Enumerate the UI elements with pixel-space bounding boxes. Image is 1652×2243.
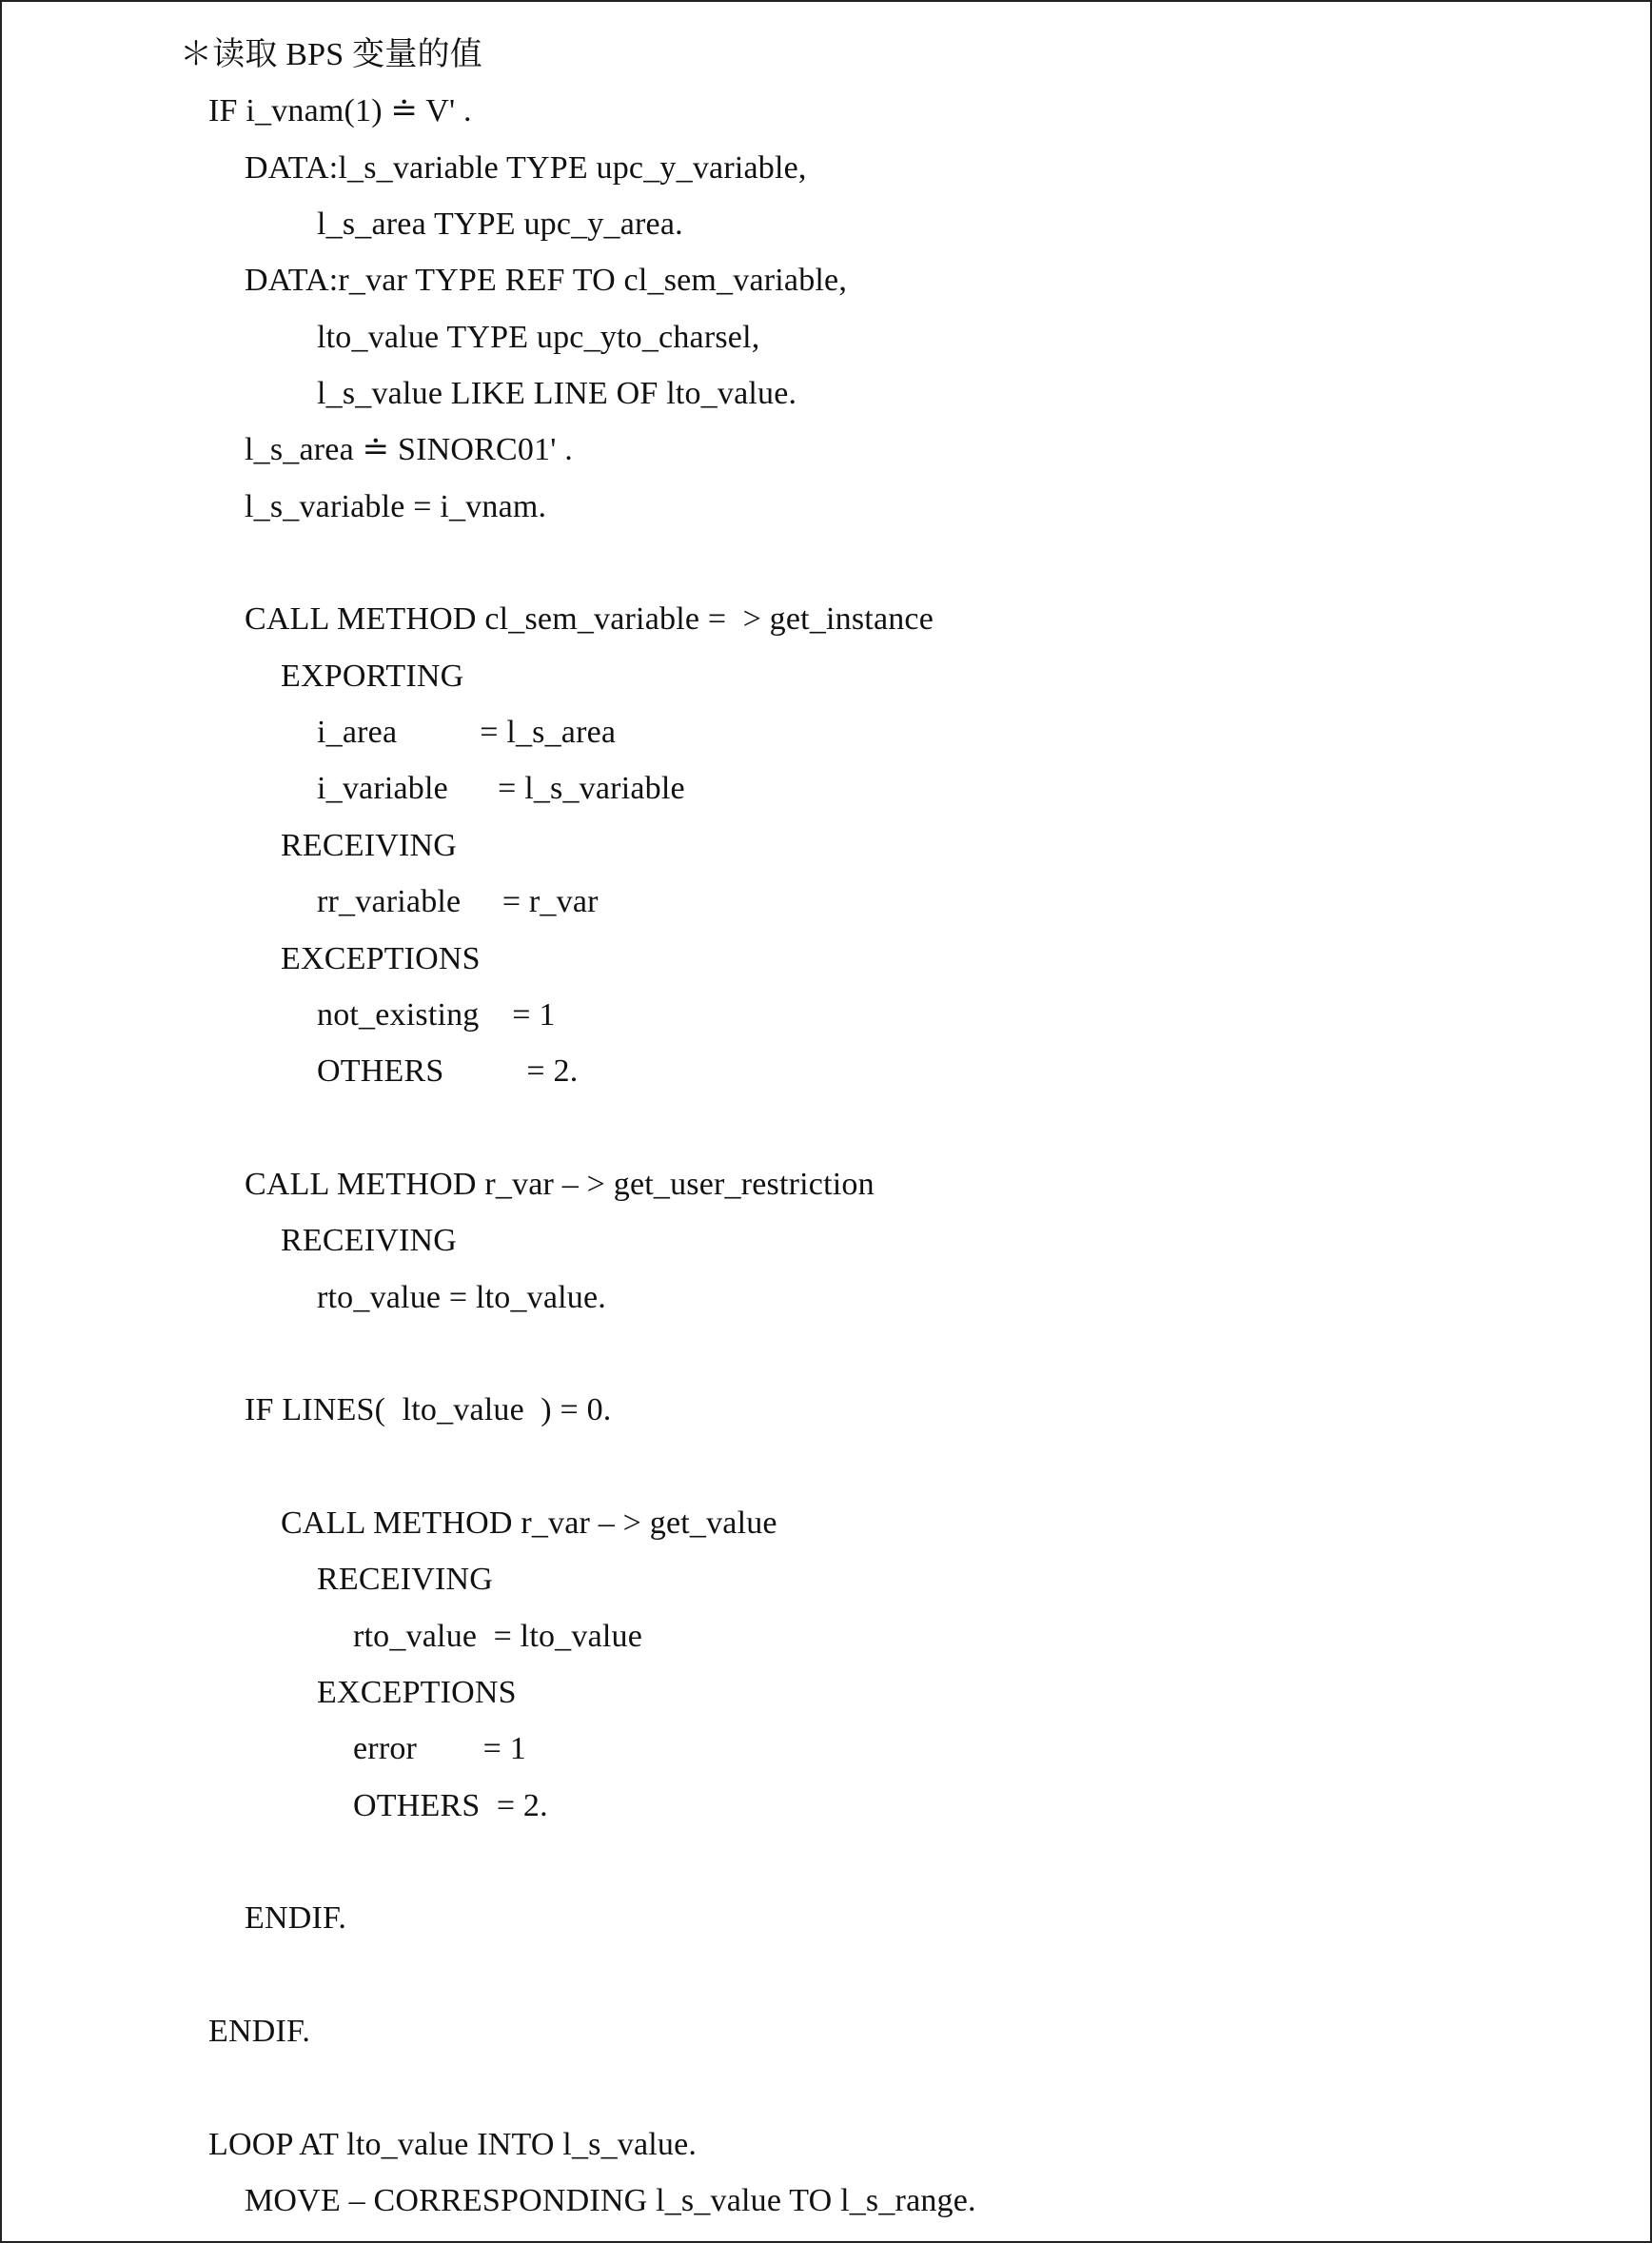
- code-line: rto_value = lto_value: [353, 1618, 642, 1654]
- code-line: LOOP AT lto_value INTO l_s_value.: [208, 2126, 698, 2162]
- code-line: DATA:l_s_variable TYPE upc_y_variable,: [245, 149, 807, 186]
- code-line: IF i_vnam(1) ≐ V' .: [208, 93, 472, 129]
- code-line: MOVE – CORRESPONDING l_s_value TO l_s_range.: [245, 2183, 976, 2219]
- code-line: EXCEPTIONS: [281, 940, 481, 976]
- code-line: rto_value = lto_value.: [317, 1279, 606, 1315]
- code-line: not_existing = 1: [317, 996, 556, 1033]
- code-line: OTHERS = 2.: [353, 1787, 548, 1823]
- blank-line: [180, 535, 976, 591]
- code-line: ＊读取 BPS 变量的值: [180, 37, 482, 72]
- code-line: error = 1: [353, 1731, 526, 1767]
- blank-line: [180, 1439, 976, 1495]
- code-line: RECEIVING: [281, 827, 457, 863]
- code-line: l_s_value LIKE LINE OF lto_value.: [317, 376, 797, 412]
- blank-line: [180, 2059, 976, 2115]
- code-line: EXPORTING: [281, 658, 464, 694]
- code-line: RECEIVING: [281, 1223, 457, 1259]
- code-line: l_s_area TYPE upc_y_area.: [317, 207, 683, 243]
- code-line: ENDIF.: [245, 1900, 347, 1937]
- code-line: l_s_area ≐ SINORC01' .: [245, 432, 573, 468]
- code-line: lto_value TYPE upc_yto_charsel,: [317, 319, 760, 355]
- code-line: CALL METHOD r_var – > get_user_restriction: [245, 1166, 875, 1202]
- code-line: i_area = l_s_area: [317, 715, 617, 751]
- code-line: CALL METHOD cl_sem_variable = > get_instance: [245, 601, 934, 638]
- code-line: rr_variable = r_var: [317, 884, 599, 920]
- blank-line: [180, 1834, 976, 1890]
- code-line: OTHERS = 2.: [317, 1053, 579, 1090]
- code-line: IF LINES( lto_value ) = 0.: [245, 1392, 612, 1428]
- code-line: EXCEPTIONS: [317, 1674, 517, 1710]
- code-listing: [180, 27, 976, 2229]
- code-line: ENDIF.: [208, 2014, 311, 2050]
- code-line: l_s_variable = i_vnam.: [245, 488, 547, 524]
- code-line: i_variable = l_s_variable: [317, 771, 685, 807]
- code-line: CALL METHOD r_var – > get_value: [281, 1505, 777, 1541]
- blank-line: [180, 1947, 976, 2003]
- blank-line: [180, 1100, 976, 1156]
- code-line: DATA:r_var TYPE REF TO cl_sem_variable,: [245, 263, 848, 299]
- code-line: RECEIVING: [317, 1562, 493, 1598]
- blank-line: [180, 1326, 976, 1382]
